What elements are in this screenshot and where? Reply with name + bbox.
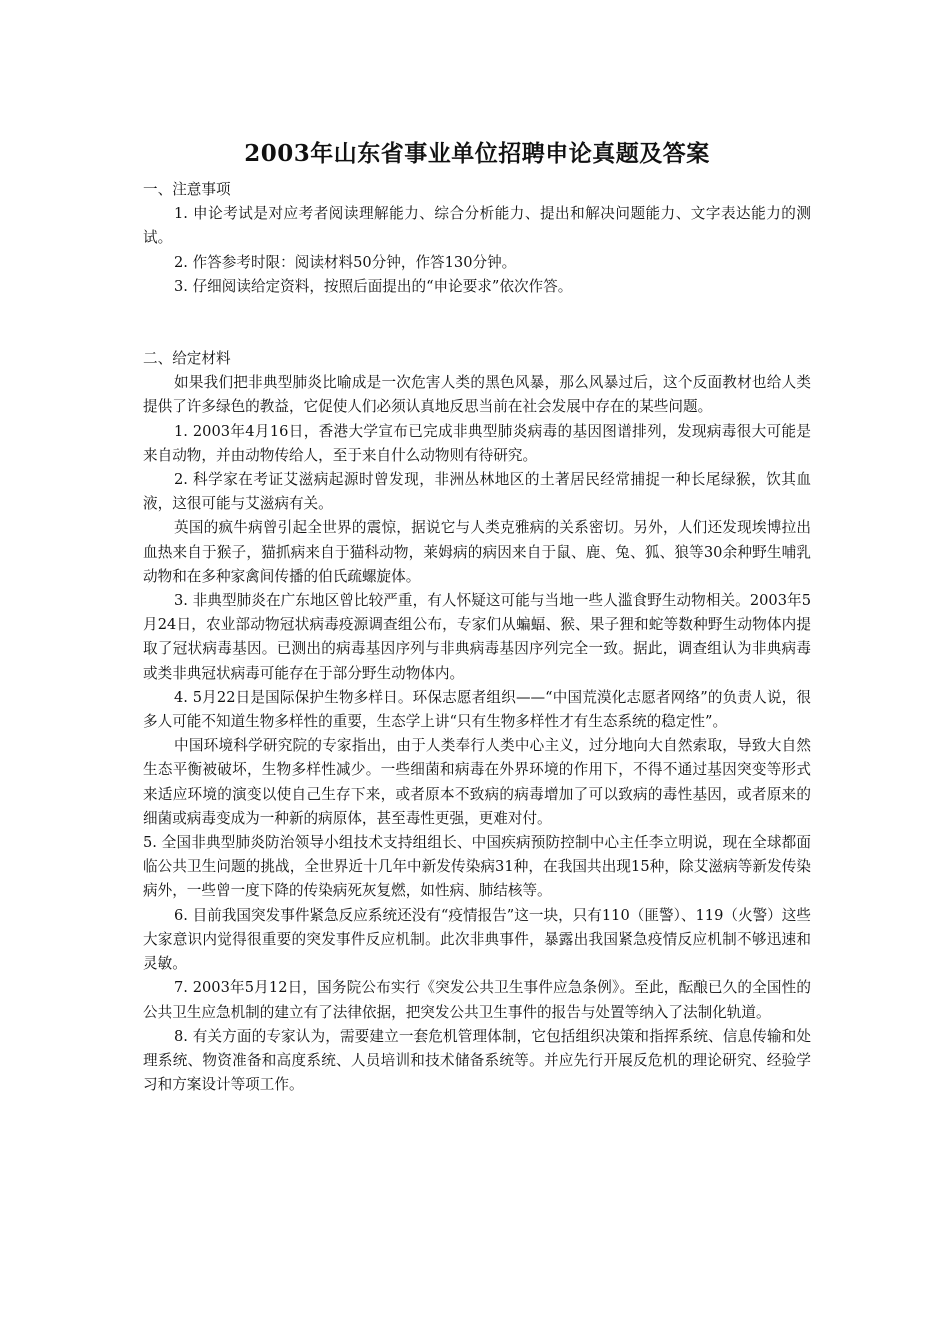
materials-paragraph-3: 3. 非典型肺炎在广东地区曾比较严重，有人怀疑这可能与当地一些人滥食野生动物相关。2003年5月24日，农业部动物冠状病毒疫源调查组公布，专家们从蝙蝠、猴、果子狸和蛇等数种野生动物体内提取了冠状病毒基因。已测出的病毒基因序列与非典病毒基因序列完全一致。据此，调查组认为非典病毒或类非典冠状病毒可能存在于部分野生动物体内。 [143,592,811,682]
materials-paragraph-4: 4. 5月22日是国际保护生物多样日。环保志愿者组织——“中国荒漠化志愿者网络”的负责人说，很多人可能不知道生物多样性的重要，生态学上讲“只有生物多样性才有生态系统的稳定性”。 [143,688,811,731]
materials-paragraph-7: 7. 2003年5月12日，国务院公布实行《突发公共卫生事件应急条例》。至此，酝酿已久的全国性的公共卫生应急机制的建立有了法律依据，把突发公共卫生事件的报告与处置等纳入了法制化轨道。 [143,979,811,1021]
materials-paragraph-2: 2. 科学家在考证艾滋病起源时曾发现，非洲丛林地区的土著居民经常捕捉一种长尾绿猴，饮其血液，这很可能与艾滋病有关。 [143,471,811,513]
notes-item-3: 3. 仔细阅读给定资料，按照后面提出的“申论要求”依次作答。 [174,277,573,295]
section-spacer [143,299,811,347]
section-heading-materials: 二、给定材料 [143,350,231,368]
materials-paragraph-4b: 中国环境科学研究院的专家指出，由于人类奉行人类中心主义，过分地向大自然索取，导致大自然生态平衡被破坏，生物多样性减少。一些细菌和病毒在外界环境的作用下，不得不通过基因突变等形式来适应环境的演变以使自己生存下来，或者原本不致病的病毒增加了可以致病的毒性基因，或者原来的细菌或病毒变成为一种新的病原体，甚至毒性更强，更难对付。 [143,737,811,827]
materials-paragraph-5: 5. 全国非典型肺炎防治领导小组技术支持组组长、中国疾病预防控制中心主任李立明说，现在全球都面临公共卫生问题的挑战，全世界近十几年中新发传染病31种，在我国共出现15种，除艾滋病等新发传染病外，一些曾一度下降的传染病死灰复燃，如性病、肺结核等。 [143,834,811,900]
materials-paragraph-2b: 英国的疯牛病曾引起全世界的震惊，据说它与人类克雅病的关系密切。另外，人们还发现埃博拉出血热来自于猴子，猫抓病来自于猫科动物，莱姆病的病因来自于鼠、鹿、兔、狐、狼等30余种野生哺乳动物和在多种家禽间传播的伯氏疏螺旋体。 [143,519,811,585]
document-content [143,140,811,1097]
document-title: 2003年山东省事业单位招聘申论真题及答案 [244,140,710,167]
materials-paragraph-1: 1. 2003年4月16日，香港大学宣布已完成非典型肺炎病毒的基因图谱排列，发现病毒很大可能是来自动物，并由动物传给人，至于来自什么动物则有待研究。 [143,422,811,464]
materials-paragraph-8: 8. 有关方面的专家认为，需要建立一套危机管理体制，它包括组织决策和指挥系统、信息传输和处理系统、物资准备和高度系统、人员培训和技术储备系统等。并应先行开展反危机的理论研究、经验学习和方案设计等项工作。 [143,1027,811,1094]
section-heading-notes: 一、注意事项 [143,181,231,198]
notes-item-2: 2. 作答参考时限：阅读材料50分钟，作答130分钟。 [174,253,517,271]
materials-paragraph-6: 6. 目前我国突发事件紧急反应系统还没有“疫情报告”这一块，只有110（匪警）、119（火警）这些大家意识内觉得很重要的突发事件反应机制。此次非典事件，暴露出我国紧急疫情反应机制不够迅速和灵敏。 [143,906,811,973]
materials-intro: 如果我们把非典型肺炎比喻成是一次危害人类的黑色风暴，那么风暴过后，这个反面教材也给人类提供了许多绿色的教益，它促使人们必须认真地反思当前在社会发展中存在的某些问题。 [143,374,811,416]
notes-item-1: 1. 申论考试是对应考者阅读理解能力、综合分析能力、提出和解决问题能力、文字表达能力的测试。 [143,205,811,247]
